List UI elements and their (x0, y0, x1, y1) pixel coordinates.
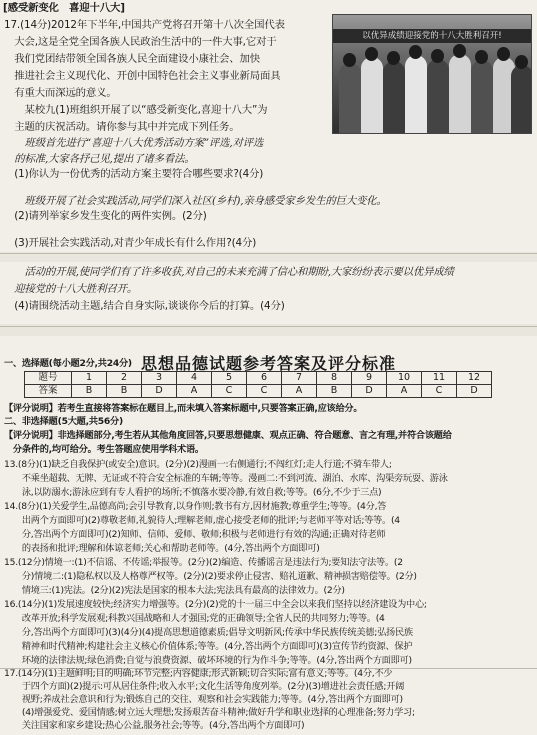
table-cell: A (282, 385, 317, 398)
photo-banner: 以优异成绩迎接党的十八大胜利召开! (333, 29, 531, 43)
q17-subquestion-1: (1)你认为一份优秀的活动方案主要符合哪些要求?(4分) (4, 168, 264, 180)
class-photo (332, 14, 532, 134)
q17-scenario: 班级开展了社会实践活动,同学们深入社区(乡村),亲身感受家乡发生的巨大变化。 (4, 195, 387, 207)
q17-line: 推进社会主义现代化、开创中国特色社会主义事业新局面具 (4, 70, 281, 82)
answer-line: 分,答出两个方面即可)(3)(4分)(4)提高思想道德素质;倡导文明新风;传承中华民族传统美德;弘扬民族 (4, 627, 413, 638)
answer-line: 14.(8分)(1)关爱学生,品德高尚;会引导教育,以身作则;教书有方,因材施教;尊重学生;等等。(4分,答 (4, 501, 387, 512)
section-tag: [感受新变化 喜迎十八大] (3, 2, 125, 14)
answer-line: 分)情境二:(1)隐私权以及人格尊严权等。(2分)(2)要求停止侵害、赔礼道歉、精神损害赔偿等。(2分) (4, 571, 417, 582)
table-cell: C (422, 385, 457, 398)
q17-line: 我们党团结带领全国各族人民全面建设小康社会、加快 (4, 53, 261, 65)
table-cell: 6 (247, 372, 282, 385)
table-cell: 答案 (25, 385, 72, 398)
answer-line: 不乘坐超载、无牌、无证或不符合安全标准的车辆;等等。漫画二:不到河流、湖泊、水库、沟渠旁玩耍、游泳 (4, 473, 448, 484)
table-row (25, 385, 492, 398)
answer-line: 改革开放;科学发展观;科教兴国战略和人才强国;党的正确领导;全省人民的共同努力;等等。(4 (4, 613, 385, 624)
table-cell: 5 (212, 372, 247, 385)
q17-subquestion-4: (4)请围绕活动主题,结合自身实际,谈谈你今后的打算。(4分) (4, 300, 285, 312)
table-cell: C (212, 385, 247, 398)
table-cell: C (247, 385, 282, 398)
answer-table (24, 371, 492, 398)
question-continuation (0, 262, 537, 324)
table-cell: 8 (317, 372, 352, 385)
table-cell: A (177, 385, 212, 398)
table-cell: D (352, 385, 387, 398)
answer-key-title: 思想品德试题参考答案及评分标准 (140, 354, 396, 373)
table-cell: D (457, 385, 492, 398)
table-cell: 2 (107, 372, 142, 385)
table-cell: B (72, 385, 107, 398)
table-cell: 1 (72, 372, 107, 385)
nonchoice-section-heading: 二、非选择题(5大题,共56分) (4, 416, 123, 427)
answer-line: 15.(12分)情境一:(1)不信谣、不传谣;举报等。(2分)(2)编造、传播谣言是违法行为;要知法守法等。(2 (4, 557, 403, 568)
q17-scenario: 班级首先进行“喜迎十八大优秀活动方案”评选,对评选 (4, 137, 264, 149)
q17-scenario: 活动的开展,使同学们有了许多收获,对自己的未来充满了信心和期盼,大家纷纷表示要以优异成绩 (4, 266, 454, 278)
q17-scenario: 迎接党的十八大胜利召开。 (4, 283, 138, 295)
table-cell: B (107, 385, 142, 398)
q17-line: 某校九(1)班组织开展了以“感受新变化,喜迎十八大”为 (4, 104, 268, 116)
q17-line: 主题的庆祝活动。请你参与其中并完成下列任务。 (4, 121, 240, 133)
q17-line: 有重大而深远的意义。 (4, 87, 117, 99)
scoring-note: 【评分说明】非选择题部分,考生若从其他角度回答,只要思想健康、观点正确、符合题意、言之有理,并符合该题给 (4, 430, 452, 441)
q17-subquestion-2: (2)请列举家乡发生变化的两件实例。(2分) (4, 210, 207, 222)
choice-section-heading: 一、选择题(每小题2分,共24分) (4, 358, 132, 369)
answer-line: 泳,以防溺水;游泳应到有专人看护的场所;不慎落水要冷静,有效自救;等等。(6分,不少于三点) (4, 487, 382, 498)
answer-line: 的表扬和批评;理解和体谅老师;关心和帮助老师等。(4分,答出两个方面即可) (4, 543, 320, 554)
answer-line: 分,答出两个方面即可)(2)知师、信师、爱师、敬师;积极与老师进行有效的沟通;正确对待老师 (4, 529, 386, 540)
table-cell: 11 (422, 372, 457, 385)
table-cell: 题号 (25, 372, 72, 385)
q17-line: 17.(14分)2012年下半年,中国共产党将召开第十八次全国代表 (4, 19, 285, 31)
q17-scenario: 的标准,大家各抒己见,提出了诸多看法。 (4, 153, 195, 165)
table-cell: 3 (142, 372, 177, 385)
table-cell: 4 (177, 372, 212, 385)
scoring-note: 分条件的,均可给分。考生答题应使用学科术语。 (4, 444, 204, 455)
table-cell: B (317, 385, 352, 398)
q17-answer-line: 关注国家和家乡建设;热心公益,服务社会;等等。(4分,答出两个方面即可) (4, 720, 305, 731)
answer-line: 精神和时代精神;构建社会主义核心价值体系;等等。(4分,答出两个方面即可)(3)宣传节约资源、保护 (4, 641, 413, 652)
answer-line: 13.(8分)(1)缺乏自我保护(或安全)意识。(2分)(2)漫画一:右侧通行;不闯红灯;走人行道;不骑车带人; (4, 459, 392, 470)
q17-answer-line: (4)增强爱党、爱国情感;树立远大理想;发扬艰苦奋斗精神;做好升学和职业选择的心理准备;努力学习; (4, 707, 415, 718)
answer-line: 环境的法律法规;绿色消费;自觉与浪费资源、破坏环境的行为作斗争;等等。(4分,答出两个方面即可) (4, 655, 412, 666)
table-cell: 9 (352, 372, 387, 385)
q17-line: 大会,这是全党全国各族人民政治生活中的一件大事,它对于 (4, 36, 277, 48)
q17-answer-line: 17.(14分)(1)主题鲜明;目的明确;环节完整;内容健康;形式新颖;切合实际;富有意义;等等。(4分,不少 (4, 668, 393, 679)
table-cell: 10 (387, 372, 422, 385)
scoring-note: 【评分说明】若考生直接将答案标在题目上,而未填入答案标题中,只要答案正确,应该给分。 (4, 403, 363, 414)
table-cell: A (387, 385, 422, 398)
q17-answer-line: 于四个方面)(2)提示:可从居住条件;收入水平;文化生活等角度列举。(2分)(3)增进社会责任感;开阔 (4, 681, 405, 692)
table-cell: D (142, 385, 177, 398)
answer-line: 出两个方面即可)(2)尊敬老师,礼貌待人;理解老师,虚心接受老师的批评;与老师平等对话;等等。(4 (4, 515, 400, 526)
table-cell: 12 (457, 372, 492, 385)
question-section (0, 0, 537, 252)
answer-line: 情境三:(1)宪法。(2分)(2)宪法是国家的根本大法;宪法具有最高的法律效力。(2分) (4, 585, 345, 596)
table-row (25, 372, 492, 385)
table-cell: 7 (282, 372, 317, 385)
q17-subquestion-3: (3)开展社会实践活动,对青少年成长有什么作用?(4分) (4, 237, 257, 249)
answer-line: 16.(14分)(1)发展速度较快;经济实力增强等。(2分)(2)党的十一届三中全会以来我们坚持以经济建设为中心; (4, 599, 427, 610)
q17-answer-line: 视野;养成社会意识和行为;锻炼自己的交往、观察和社会实践能力;等等。(4分,答出两个方面即可) (4, 694, 403, 705)
